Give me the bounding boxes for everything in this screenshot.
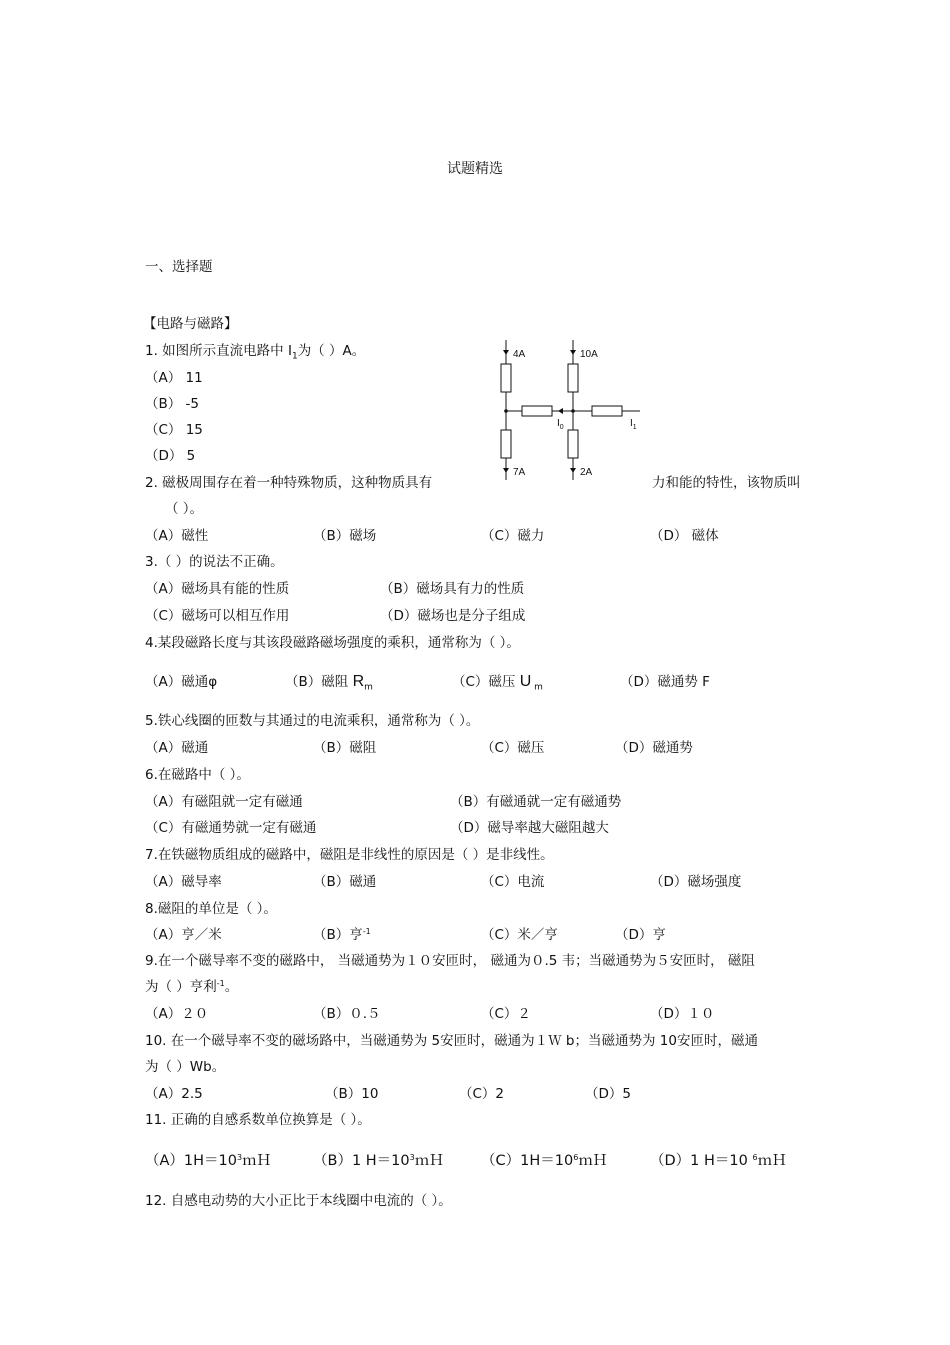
label-10a: 10A	[580, 349, 598, 360]
question-12: 12. 自感电动势的大小正比于本线圈中电流的（ ）。	[145, 1193, 452, 1209]
q11-option-c: $(C)1H=10^6mH$	[481, 1153, 608, 1169]
arrow-icon	[503, 350, 509, 355]
q10-option-a: （A）2.5	[145, 1086, 203, 1102]
label-7a: 7A	[513, 467, 526, 478]
q1-option-c: （C） 15	[145, 422, 203, 438]
question-7: 7.在铁磁物质组成的磁路中，磁阻是非线性的原因是（ ）是非线性。	[145, 847, 554, 863]
question-9: 9.在一个磁导率不变的磁路中， 当磁通势为１０安匝时， 磁通为０.5 韦；当磁通势为５安匝时， 磁阻	[145, 953, 755, 969]
question-2-continued: 力和能的特性，该物质叫	[652, 475, 801, 491]
label-2a: 2A	[580, 467, 593, 478]
q4-option-b: （B）磁阻 $R_m$	[285, 673, 373, 693]
circuit-diagram	[490, 340, 650, 480]
question-2-blank: （ ）。	[165, 501, 204, 517]
question-4: 4.某段磁路长度与其该段磁路磁场强度的乘积，通常称为（ ）。	[145, 635, 520, 651]
q5-option-b: （B）磁阻	[313, 740, 377, 756]
section-heading: 一、选择题	[145, 259, 213, 275]
page-title: 试题精选	[447, 161, 503, 177]
q9-option-c: （C）２	[481, 1006, 531, 1022]
question-6: 6.在磁路中（ ）。	[145, 767, 250, 783]
q1-option-b: （B） -5	[145, 396, 200, 412]
q10-option-d: （D）5	[585, 1086, 631, 1102]
q1-suffix: 为（ ）A。	[297, 343, 366, 359]
q7-option-c: （C）电流	[481, 874, 545, 890]
q3-option-a: （A）磁场具有能的性质	[145, 581, 290, 597]
q2-option-a: （A）磁性	[145, 528, 209, 544]
q4-option-c: （C）磁压 U $_m$	[452, 673, 543, 693]
q3-option-c: （C）磁场可以相互作用	[145, 608, 290, 624]
q1-option-d: （D） 5	[145, 448, 196, 464]
q9-option-a: （A）２０	[145, 1006, 209, 1022]
q2-option-d: （D） 磁体	[650, 528, 719, 544]
q8-option-a: （A）亨／米	[145, 927, 222, 943]
q2-option-b: （B）磁场	[313, 528, 377, 544]
q6-option-b: （B）有磁通就一定有磁通势	[450, 794, 622, 810]
question-3: 3.（ ）的说法不正确。	[145, 554, 284, 570]
q1-option-a: （A） 11	[145, 370, 203, 386]
q11-option-a: $(A)1H=10^3mH$	[145, 1153, 272, 1169]
q7-option-b: （B）磁通	[313, 874, 377, 890]
q7-option-d: （D）磁场强度	[650, 874, 742, 890]
q4-option-a: （A）磁通φ	[145, 674, 218, 690]
q7-option-a: （A）磁导率	[145, 874, 222, 890]
q11-option-b: （B）1 $H=10^3mH$	[313, 1153, 444, 1169]
q1-prefix: 1. 如图所示直流电路中 I	[145, 343, 292, 359]
q5-option-a: （A）磁通	[145, 740, 209, 756]
q8-option-c: （C）米／亨	[481, 927, 558, 943]
arrow-icon	[570, 468, 576, 473]
q6-option-a: （A）有磁阻就一定有磁通	[145, 794, 303, 810]
arrow-icon	[570, 350, 576, 355]
q10-option-c: （C）2	[459, 1086, 505, 1102]
question-5: 5.铁心线圈的匝数与其通过的电流乘积，通常称为（ ）。	[145, 713, 480, 729]
question-9-continued: 为（ ）亨利$^{-1}$。	[145, 979, 239, 995]
q9-option-b: （B）０.５	[313, 1006, 381, 1022]
q3-option-d: （D）磁场也是分子组成	[380, 608, 526, 624]
arrow-icon	[558, 408, 563, 414]
question-10-continued: 为（ ）Wb。	[145, 1059, 226, 1075]
question-10: 10. 在一个磁导率不变的磁场路中，当磁通势为 5安匝时，磁通为１Ｗ b；当磁通势为 10安匝时，磁通	[145, 1033, 758, 1049]
q3-option-b: （B）磁场具有力的性质	[380, 581, 525, 597]
q8-option-b: （B）亨$^{-1}$	[313, 927, 371, 943]
question-11: 11. 正确的自感系数单位换算是（ ）。	[145, 1112, 371, 1128]
q5-option-d: （D）磁通势	[615, 740, 693, 756]
q1-sub: 1	[291, 351, 298, 362]
arrow-icon	[503, 468, 509, 473]
q2-option-c: （C）磁力	[481, 528, 545, 544]
q6-option-c: （C）有磁通势就一定有磁通	[145, 820, 317, 836]
q4-option-d: （D）磁通势 F	[620, 674, 710, 690]
label-4a: 4A	[513, 349, 526, 360]
subsection-heading: 【电路与磁路】	[143, 316, 238, 332]
question-1	[145, 342, 365, 366]
q9-option-d: （D）１０	[650, 1006, 715, 1022]
label-i0: $I_0$	[557, 418, 564, 431]
question-8: 8.磁阻的单位是（ ）。	[145, 901, 277, 917]
q11-option-d: （D）1 H＝10 $^6$ｍＨ	[650, 1153, 787, 1169]
q5-option-c: （C）磁压	[481, 740, 545, 756]
label-i1: $I_1$	[630, 418, 637, 431]
q6-option-d: （D）磁导率越大磁阻越大	[450, 820, 609, 836]
q10-option-b: （B）10	[325, 1086, 379, 1102]
question-2: 2. 磁极周围存在着一种特殊物质，这种物质具有	[145, 475, 433, 491]
q8-option-d: （D）亨	[615, 927, 666, 943]
